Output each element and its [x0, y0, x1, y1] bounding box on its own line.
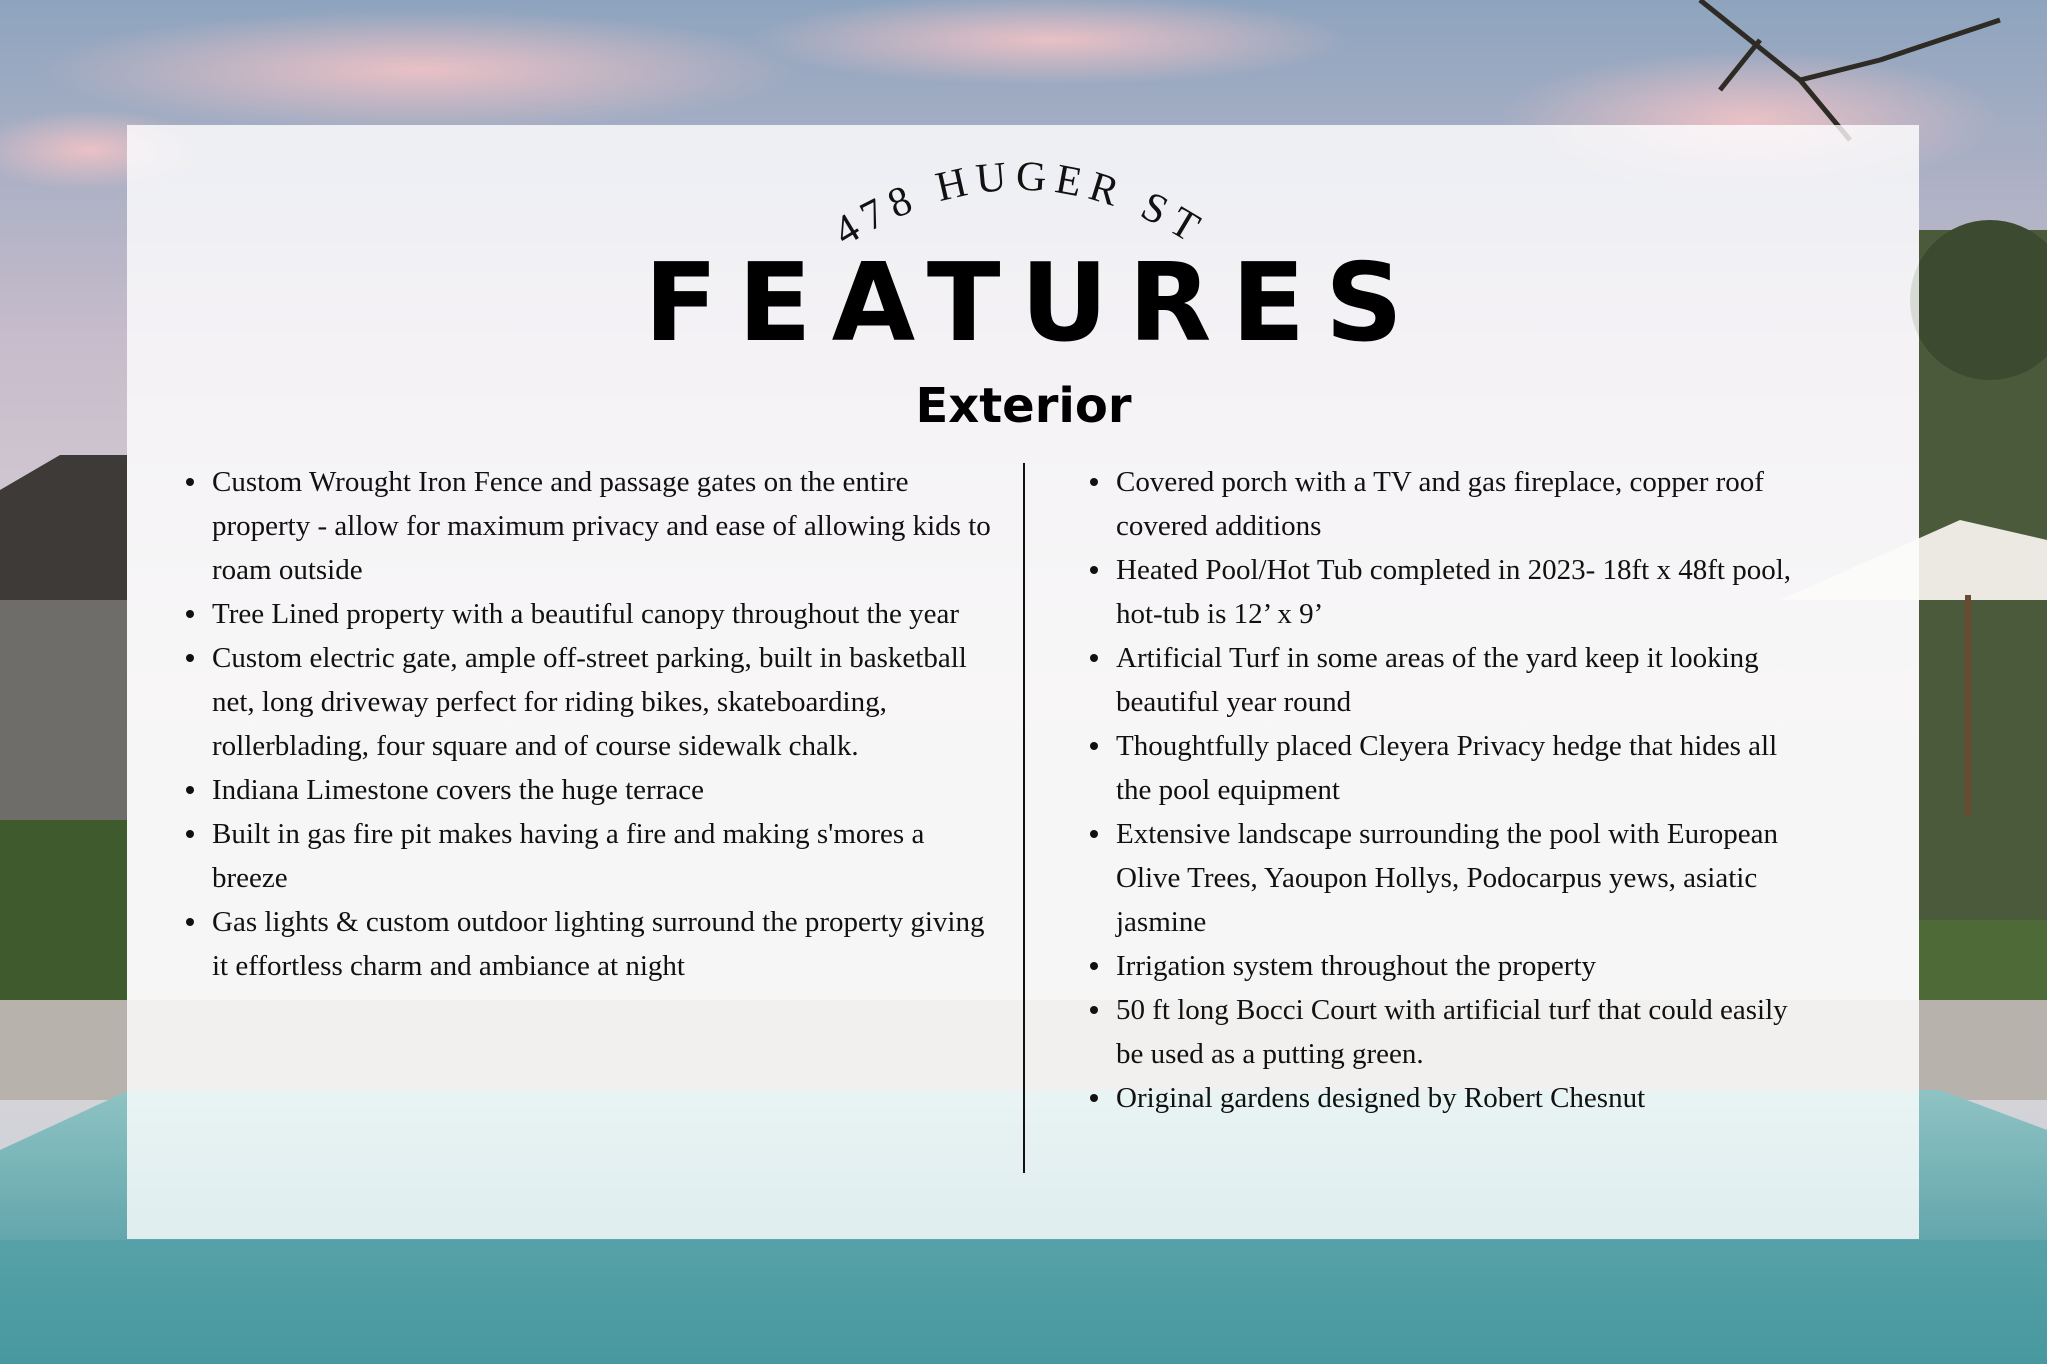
bullet-icon	[1090, 566, 1098, 574]
list-item: Heated Pool/Hot Tub completed in 2023- 18ft x 48ft pool, hot-tub is 12’ x 9’	[1116, 548, 1816, 636]
list-item: Gas lights & custom outdoor lighting surround the property giving it effortless charm and ambiance at night	[212, 900, 1002, 988]
list-item: Indiana Limestone covers the huge terrace	[212, 768, 1002, 812]
bullet-icon	[186, 786, 194, 794]
list-item: Original gardens designed by Robert Chesnut	[1116, 1076, 1816, 1120]
list-item: Custom Wrought Iron Fence and passage gates on the entire property - allow for maximum privacy and ease of allowing kids to roam outside	[212, 460, 1002, 592]
address-text: 478 HUGER ST	[826, 153, 1214, 256]
svg-text:478 HUGER ST	[826, 153, 1214, 255]
bullet-icon	[186, 478, 194, 486]
features-list-left	[212, 460, 1002, 988]
bullet-icon	[1090, 830, 1098, 838]
bullet-icon	[1090, 654, 1098, 662]
column-divider	[1023, 463, 1025, 1173]
list-item: Artificial Turf in some areas of the yard keep it looking beautiful year round	[1116, 636, 1816, 724]
bullet-icon	[186, 918, 194, 926]
list-item: Extensive landscape surrounding the pool with European Olive Trees, Yaoupon Hollys, Podocarpus yews, asiatic jasmine	[1116, 812, 1816, 944]
features-list-right	[1116, 460, 1816, 1120]
list-item: Irrigation system throughout the property	[1116, 944, 1816, 988]
list-item: Built in gas fire pit makes having a fire and making s'mores a breeze	[212, 812, 1002, 900]
bullet-icon	[1090, 478, 1098, 486]
list-item: Covered porch with a TV and gas fireplace, copper roof covered additions	[1116, 460, 1816, 548]
list-item: Tree Lined property with a beautiful canopy throughout the year	[212, 592, 1002, 636]
bullet-icon	[1090, 962, 1098, 970]
list-item: Thoughtfully placed Cleyera Privacy hedge that hides all the pool equipment	[1116, 724, 1816, 812]
section-heading: Exterior	[915, 378, 1132, 434]
bullet-icon	[1090, 742, 1098, 750]
page-title: FEATURES	[644, 241, 1423, 366]
bullet-icon	[186, 654, 194, 662]
bullet-icon	[1090, 1094, 1098, 1102]
bullet-icon	[1090, 1006, 1098, 1014]
list-item: Custom electric gate, ample off-street parking, built in basketball net, long driveway perfect for riding bikes, skateboarding, rollerblading, four square and of course sidewalk chalk.	[212, 636, 1002, 768]
bullet-icon	[186, 610, 194, 618]
list-item: 50 ft long Bocci Court with artificial turf that could easily be used as a putting green.	[1116, 988, 1816, 1076]
bullet-icon	[186, 830, 194, 838]
